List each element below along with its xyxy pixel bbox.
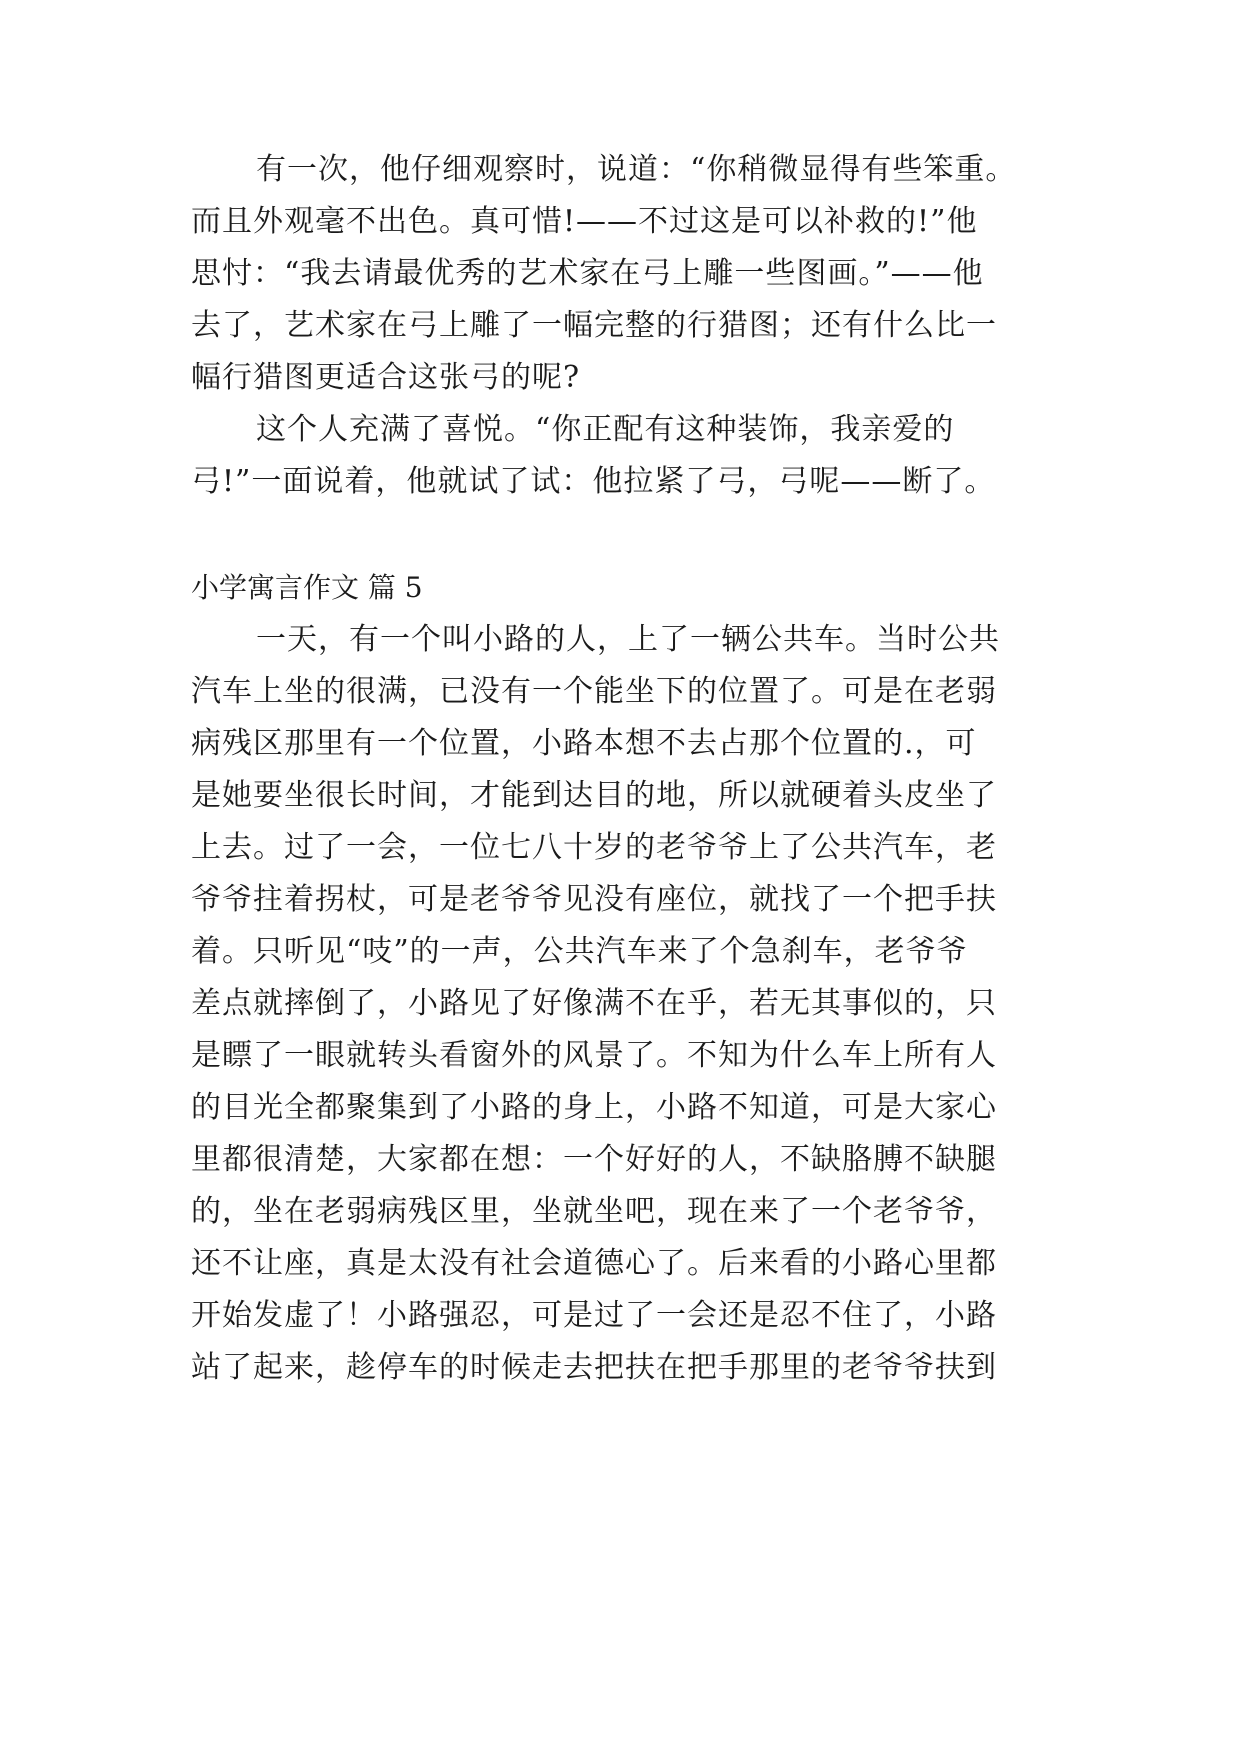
paragraph-3-line-6: 爷爷拄着拐杖，可是老爷爷见没有座位，就找了一个把手扶 bbox=[191, 882, 997, 917]
paragraph-1-line-5: 幅行猎图更适合这张弓的呢? bbox=[191, 360, 581, 395]
paragraph-2-line-2: 弓!”一面说着，他就试了试：他拉紧了弓，弓呢——断了。 bbox=[191, 464, 996, 499]
paragraph-3-line-8: 差点就摔倒了，小路见了好像满不在乎，若无其事似的，只 bbox=[191, 986, 997, 1021]
section-heading: 小学寓言作文 篇 5 bbox=[191, 571, 423, 604]
paragraph-1-line-2: 而且外观毫不出色。真可惜!——不过这是可以补救的!”他 bbox=[191, 204, 978, 239]
paragraph-3-line-14: 开始发虚了！小路强忍，可是过了一会还是忍不住了，小路 bbox=[191, 1298, 997, 1333]
paragraph-3-line-7: 着。只听见“吱”的一声，公共汽车来了个急刹车，老爷爷 bbox=[191, 934, 968, 969]
paragraph-1-line-4: 去了，艺术家在弓上雕了一幅完整的行猎图；还有什么比一 bbox=[191, 308, 997, 343]
paragraph-3-line-10: 的目光全都聚集到了小路的身上，小路不知道，可是大家心 bbox=[191, 1090, 997, 1125]
paragraph-3-line-3: 病残区那里有一个位置，小路本想不去占那个位置的.，可 bbox=[191, 726, 977, 761]
paragraph-3-line-15: 站了起来，趁停车的时候走去把扶在把手那里的老爷爷扶到 bbox=[191, 1350, 997, 1385]
paragraph-3-line-4: 是她要坐很长时间，才能到达目的地，所以就硬着头皮坐了 bbox=[191, 778, 997, 813]
paragraph-3-line-1: 一天，有一个叫小路的人，上了一辆公共车。当时公共 bbox=[256, 622, 1000, 657]
paragraph-3-line-13: 还不让座，真是太没有社会道德心了。后来看的小路心里都 bbox=[191, 1246, 997, 1281]
paragraph-3-line-5: 上去。过了一会，一位七八十岁的老爷爷上了公共汽车，老 bbox=[191, 830, 997, 865]
paragraph-3-line-9: 是瞟了一眼就转头看窗外的风景了。不知为什么车上所有人 bbox=[191, 1038, 997, 1073]
paragraph-1-line-3: 思忖：“我去请最优秀的艺术家在弓上雕一些图画。”——他 bbox=[191, 256, 984, 291]
paragraph-3-line-11: 里都很清楚，大家都在想：一个好好的人，不缺胳膊不缺腿 bbox=[191, 1142, 997, 1177]
paragraph-3-line-12: 的，坐在老弱病残区里，坐就坐吧，现在来了一个老爷爷， bbox=[191, 1194, 997, 1229]
paragraph-3-line-2: 汽车上坐的很满，已没有一个能坐下的位置了。可是在老弱 bbox=[191, 674, 997, 709]
paragraph-1-line-1: 有一次，他仔细观察时，说道：“你稍微显得有些笨重。 bbox=[256, 152, 1017, 187]
paragraph-2-line-1: 这个人充满了喜悦。“你正配有这种装饰，我亲爱的 bbox=[256, 412, 955, 447]
